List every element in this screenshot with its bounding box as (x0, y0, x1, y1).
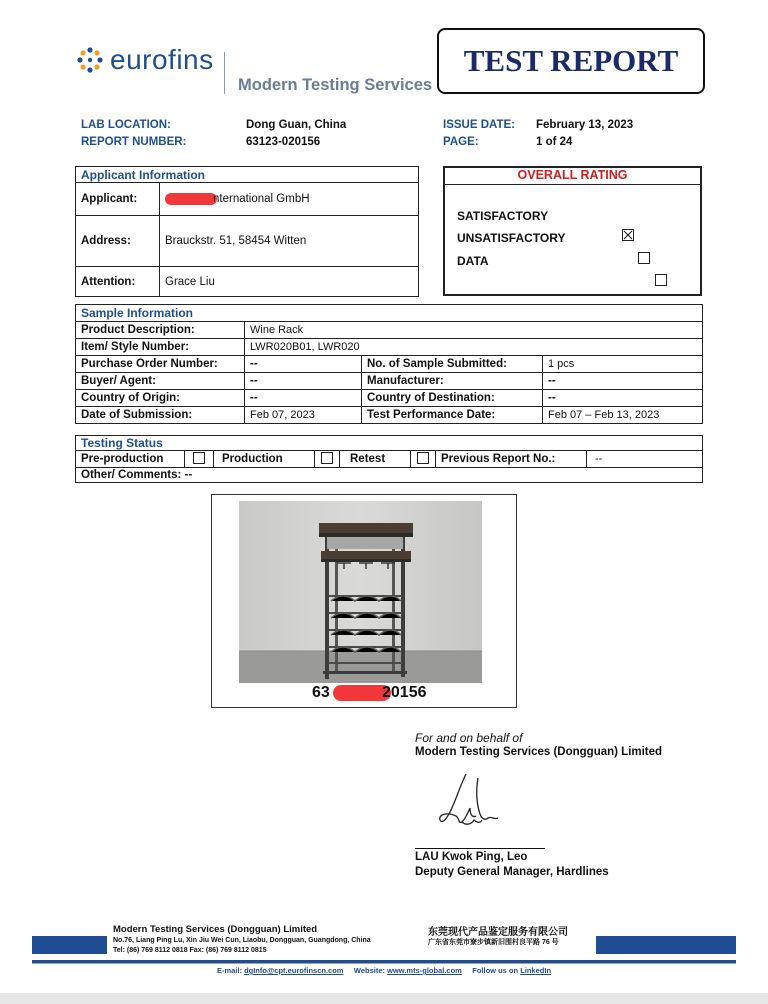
footer-bar-left (32, 936, 107, 954)
item-style-value: LWR020B01, LWR020 (245, 339, 703, 356)
attention-label: Attention: (76, 267, 160, 297)
unsatisfactory-checkbox[interactable] (638, 252, 650, 264)
website-link[interactable]: www.mts-global.com (387, 966, 462, 975)
linkedin-link[interactable]: LinkedIn (520, 966, 552, 975)
signing-company: Modern Testing Services (Dongguan) Limited (415, 746, 663, 758)
checked-x-icon (623, 230, 633, 240)
footer-address-cn: 广东省东莞市寮步镇新旧围村良平路 76 号 (428, 939, 559, 946)
redaction-mark (165, 193, 217, 205)
destination-label: Country of Destination: (362, 390, 543, 407)
email-label: E-mail: (216, 966, 242, 975)
applicant-table (75, 166, 419, 297)
signature-icon (436, 772, 500, 830)
product-description-value: Wine Rack (245, 322, 703, 339)
applicant-label: Applicant: (76, 183, 160, 216)
company-subtitle: Modern Testing Services (238, 76, 433, 94)
footer-tel-fax: Tel: (86) 769 8112 0818 Fax: (86) 769 8112 0815 (113, 947, 267, 954)
production-checkbox[interactable] (321, 452, 333, 464)
performance-label: Test Performance Date: (362, 407, 543, 424)
applicant-header: Applicant Information (76, 167, 419, 183)
performance-value: Feb 07 – Feb 13, 2023 (543, 407, 703, 424)
num-samples-label: No. of Sample Submitted: (362, 356, 543, 373)
po-label: Purchase Order Number: (76, 356, 245, 373)
product-description-label: Product Description: (76, 322, 245, 339)
submission-value: Feb 07, 2023 (245, 407, 362, 424)
preproduction-checkbox-cell (185, 451, 214, 467)
overall-rating-title: OVERALL RATING (445, 168, 700, 185)
retest-label: Retest (340, 451, 411, 467)
destination-value: -- (543, 390, 703, 407)
attention-value: Grace Liu (160, 267, 419, 297)
sample-table (75, 304, 703, 424)
data-label: DATA (457, 254, 489, 268)
signature-line (415, 848, 545, 849)
page-value: 1 of 24 (536, 136, 573, 148)
manufacturer-label: Manufacturer: (362, 373, 543, 390)
address-label: Address: (76, 216, 160, 267)
unsatisfactory-label: UNSATISFACTORY (457, 231, 566, 245)
signatory-name: LAU Kwok Ping, Leo (415, 851, 528, 863)
photo-caption-start: 63 (312, 684, 330, 701)
footer-company: Modern Testing Services (Dongguan) Limited (113, 924, 318, 935)
sample-header: Sample Information (76, 305, 703, 322)
satisfactory-checkbox[interactable] (622, 229, 634, 241)
num-samples-value: 1 pcs (543, 356, 703, 373)
wine-rack-photo (239, 501, 482, 683)
overall-rating-box (443, 166, 702, 296)
header-divider (224, 52, 225, 94)
signatory-position: Deputy General Manager, Hardlines (415, 866, 609, 878)
po-value: -- (245, 356, 362, 373)
lab-location-label: LAB LOCATION: (81, 119, 171, 131)
email-link[interactable]: dgInfo@cpt.eurofinscn.com (244, 966, 344, 975)
production-checkbox-cell (315, 451, 340, 467)
satisfactory-label: SATISFACTORY (457, 209, 549, 223)
follow-label: Follow us on (472, 966, 519, 975)
sample-photo-frame (211, 494, 517, 708)
issue-date-value: February 13, 2023 (536, 119, 634, 131)
item-style-label: Item/ Style Number: (76, 339, 245, 356)
production-label: Production (214, 451, 315, 467)
origin-label: Country of Origin: (76, 390, 245, 407)
eurofins-logo-icon (76, 46, 104, 74)
data-checkbox[interactable] (655, 274, 667, 286)
preproduction-checkbox[interactable] (193, 452, 205, 464)
manufacturer-value: -- (543, 373, 703, 390)
footer-rule-thin (32, 963, 736, 964)
page-bottom-edge (0, 993, 768, 1004)
buyer-label: Buyer/ Agent: (76, 373, 245, 390)
retest-checkbox[interactable] (417, 452, 429, 464)
report-number-value: 63123-020156 (246, 136, 321, 148)
report-title: TEST REPORT (437, 28, 705, 94)
footer-address: No.76, Liang Ping Lu, Xin Jiu Wei Cun, Liaobu, Dongguan, Guangdong, China (113, 937, 371, 944)
report-number-label: REPORT NUMBER: (81, 136, 187, 148)
address-value: Brauckstr. 51, 58454 Witten (160, 216, 419, 267)
footer-contact-line (0, 966, 768, 975)
footer-bar-right (596, 936, 736, 954)
website-label: Website: (353, 966, 386, 975)
testing-status-table (75, 435, 703, 483)
on-behalf-text: For and on behalf of (415, 731, 523, 745)
previous-report-value: -- (595, 453, 603, 465)
logo-text: eurofins (110, 44, 214, 75)
other-comments: Other/ Comments: -- (76, 468, 703, 483)
submission-label: Date of Submission: (76, 407, 245, 424)
applicant-value-cell (160, 183, 419, 216)
applicant-value: nternational GmbH (213, 193, 310, 206)
testing-status-header: Testing Status (76, 436, 703, 451)
previous-report-label: Previous Report No.: (436, 451, 587, 467)
issue-date-label: ISSUE DATE: (443, 119, 515, 131)
lab-location-value: Dong Guan, China (246, 119, 347, 131)
buyer-value: -- (245, 373, 362, 390)
preproduction-label: Pre-production (76, 451, 185, 467)
footer-company-cn: 东莞现代产品鉴定服务有限公司 (428, 927, 568, 938)
retest-checkbox-cell (411, 451, 436, 467)
testing-status-row (76, 451, 703, 468)
photo-caption-end: 20156 (382, 684, 427, 701)
page-label: PAGE: (443, 136, 479, 148)
origin-value: -- (245, 390, 362, 407)
